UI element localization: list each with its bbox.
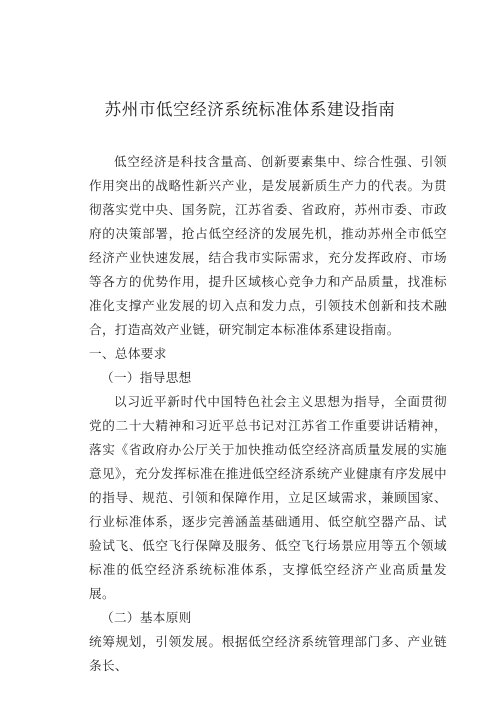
guiding-ideology-paragraph: 以习近平新时代中国特色社会主义思想为指导，全面贯彻党的二十大精神和习近平总书记对江苏省工作重要讲话精神，落实《省政府办公厅关于加快推动低空经济高质量发展的实施意见》，充分发挥标准在推进低空经济系统产业健康有序发展中的指导、规范、引领和保障作用，立足区域需求，兼顾国家、行业标准体系，逐步完善涵盖基础通用、低空航空器产品、试验试飞、低空飞行保障及服务、低空飞行场景应用等五个领域标准的低空经济系统标准体系，支撑低空经济产业高质量发展。 [89, 394, 447, 601]
section-heading-general-requirements: 一、总体要求 [89, 346, 167, 361]
intro-paragraph: 低空经济是科技含量高、创新要素集中、综合性强、引领作用突出的战略性新兴产业，是发展新质生产力的代表。为贯彻落实党中央、国务院，江苏省委、省政府，苏州市委、市政府的决策部署，抢占低空经济的发展先机，推动苏州全市低空经济产业快速发展，结合我市实际需求，充分发挥政府、市场等各方的优势作用，提升区域核心竞争力和产品质量，找准标准化支撑产业发展的切入点和发力点，引领技术创新和技术融合，打造高效产业链，研究制定本标准体系建设指南。 [89, 154, 447, 337]
subsection-heading-basic-principles: （二）基本原则 [101, 610, 192, 625]
document-title: 苏州市低空经济系统标准体系建设指南 [104, 100, 396, 119]
principle-lead-text: 统筹规划，引领发展。 [89, 634, 222, 649]
principle-paragraph [89, 630, 447, 678]
subsection-heading-guiding-ideology: （一）指导思想 [101, 370, 192, 385]
principle-body-text: 根据低空经济系统管理部门多、产业链条长、 [89, 634, 448, 673]
document-body [89, 150, 447, 678]
